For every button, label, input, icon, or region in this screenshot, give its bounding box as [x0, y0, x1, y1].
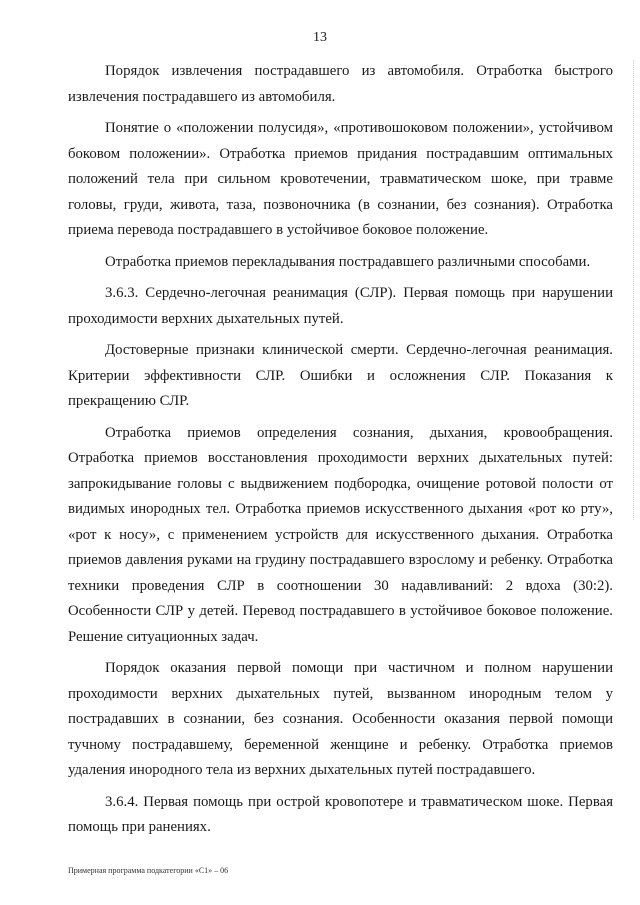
page-number: 13	[313, 30, 327, 45]
page-footer: Примерная программа подкатегории «С1» – 06	[68, 866, 229, 875]
scan-edge-mark	[632, 60, 634, 520]
paragraph-transfer-methods: Отработка приемов перекладывания пострадавшего различными способами.	[105, 253, 591, 270]
paragraph-vehicle-extraction: Порядок извлечения пострадавшего из автомобиля. Отработка быстрого извлечения пострадавшего из автомобиля.	[68, 63, 613, 105]
section-heading-3-6-3: 3.6.3. Сердечно-легочная реанимация (СЛР). Первая помощь при нарушении проходимости верхних дыхательных путей.	[68, 285, 613, 327]
section-heading-3-6-4: 3.6.4. Первая помощь при острой кровопотере и травматическом шоке. Первая помощь при ранениях.	[68, 793, 613, 835]
paragraph-airway-obstruction: Порядок оказания первой помощи при частичном и полном нарушении проходимости верхних дыхательных путей, вызванном инородным телом у пострадавших в сознании, без сознания. Особенности оказания первой помощи тучному пострадавшему, беременной женщине и ребенку. Отработка приемов удаления инородного тела из верхних дыхательных путей пострадавшего.	[68, 660, 613, 778]
page-body	[68, 59, 613, 841]
paragraph-cpr-practice: Отработка приемов определения сознания, дыхания, кровообращения. Отработка приемов восстановления проходимости верхних дыхательных путей: запрокидывание головы с выдвижением подбородка, очищение ротовой полости от видимых инородных тел. Отработка приемов искусственного дыхания «рот ко рту», «рот к носу», с применением устройств для искусственного дыхания. Отработка приемов давления руками на грудину пострадавшего взрослому и ребенку. Отработка техники проведения СЛР в соотношении 30 надавливаний: 2 вдоха (30:2). Особенности СЛР у детей. Перевод пострадавшего в устойчивое боковое положение. Решение ситуационных задач.	[68, 424, 613, 645]
paragraph-body-positions: Понятие о «положении полусидя», «противошоковом положении», устойчивом боковом положении». Отработка приемов придания пострадавшим оптимальных положений тела при сильном кровотечении, травматическом шоке, при травме головы, груди, живота, таза, позвоночника (в сознании, без сознания). Отработка приема перевода пострадавшего в устойчивое боковое положение.	[68, 120, 613, 238]
paragraph-clinical-death-signs: Достоверные признаки клинической смерти. Сердечно-легочная реанимация. Критерии эффективности СЛР. Ошибки и осложнения СЛР. Показания к прекращению СЛР.	[68, 342, 613, 409]
